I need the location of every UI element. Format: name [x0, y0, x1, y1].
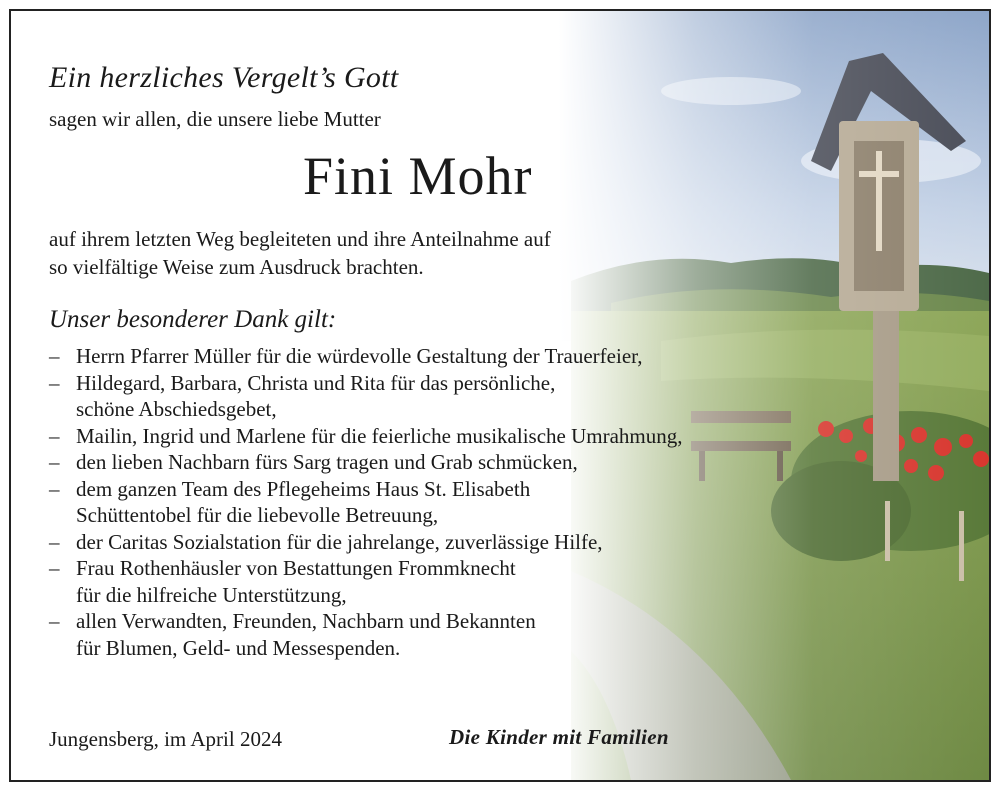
- list-item: [49, 608, 683, 661]
- dash-bullet: –: [49, 344, 60, 368]
- paragraph-line: auf ihrem letzten Weg begleiteten und ihre Anteilnahme auf: [49, 227, 551, 251]
- list-item-line: für die hilfreiche Unterstützung,: [76, 582, 347, 607]
- dash-bullet: –: [49, 476, 60, 501]
- list-item: [49, 423, 683, 450]
- dash-bullet: –: [49, 450, 60, 474]
- dash-bullet: –: [49, 529, 60, 554]
- list-item-line: Frau Rothenhäusler von Bestattungen Frommknecht: [76, 556, 516, 580]
- list-item-line: der Caritas Sozialstation für die jahrelange, zuverlässige Hilfe,: [76, 529, 603, 554]
- dash-bullet: –: [49, 609, 60, 633]
- list-item-line: allen Verwandten, Freunden, Nachbarn und Bekannten: [76, 609, 536, 633]
- list-item-line: Hildegard, Barbara, Christa und Rita für das persönliche,: [76, 370, 556, 395]
- thanks-list: [49, 343, 683, 661]
- list-item: [49, 529, 683, 556]
- deceased-name: Fini Mohr: [303, 146, 533, 206]
- list-item: [49, 449, 683, 476]
- list-item-line: Herrn Pfarrer Müller für die würdevolle Gestaltung der Trauerfeier,: [76, 344, 643, 368]
- list-item-line: dem ganzen Team des Pflegeheims Haus St. Elisabeth: [76, 476, 531, 501]
- list-item-line: den lieben Nachbarn fürs Sarg tragen und Grab schmücken,: [76, 450, 578, 474]
- acknowledgement-paragraph: [49, 225, 551, 281]
- obituary-text: [49, 11, 949, 780]
- list-item: [49, 476, 683, 529]
- list-item-line: Schüttentobel für die liebevolle Betreuung,: [76, 503, 439, 527]
- place-date: Jungensberg, im April 2024: [49, 727, 282, 751]
- list-item-line: Mailin, Ingrid und Marlene für die feierliche musikalische Umrahmung,: [76, 423, 683, 448]
- dash-bullet: –: [49, 556, 60, 580]
- list-item: [49, 343, 683, 370]
- obituary-card: [9, 9, 991, 782]
- list-item-line: schöne Abschiedsgebet,: [76, 397, 277, 421]
- dash-bullet: –: [49, 370, 60, 395]
- intro-line: sagen wir allen, die unsere liebe Mutter: [49, 107, 381, 131]
- paragraph-line: so vielfältige Weise zum Ausdruck brachten.: [49, 255, 424, 279]
- special-thanks-heading: Unser besonderer Dank gilt:: [49, 306, 337, 333]
- list-item: [49, 555, 683, 608]
- list-item-line: für Blumen, Geld- und Messespenden.: [76, 635, 401, 660]
- dash-bullet: –: [49, 423, 60, 448]
- signature: Die Kinder mit Familien: [449, 725, 669, 749]
- list-item: [49, 370, 683, 423]
- thanks-heading: Ein herzliches Vergelt’s Gott: [49, 61, 399, 94]
